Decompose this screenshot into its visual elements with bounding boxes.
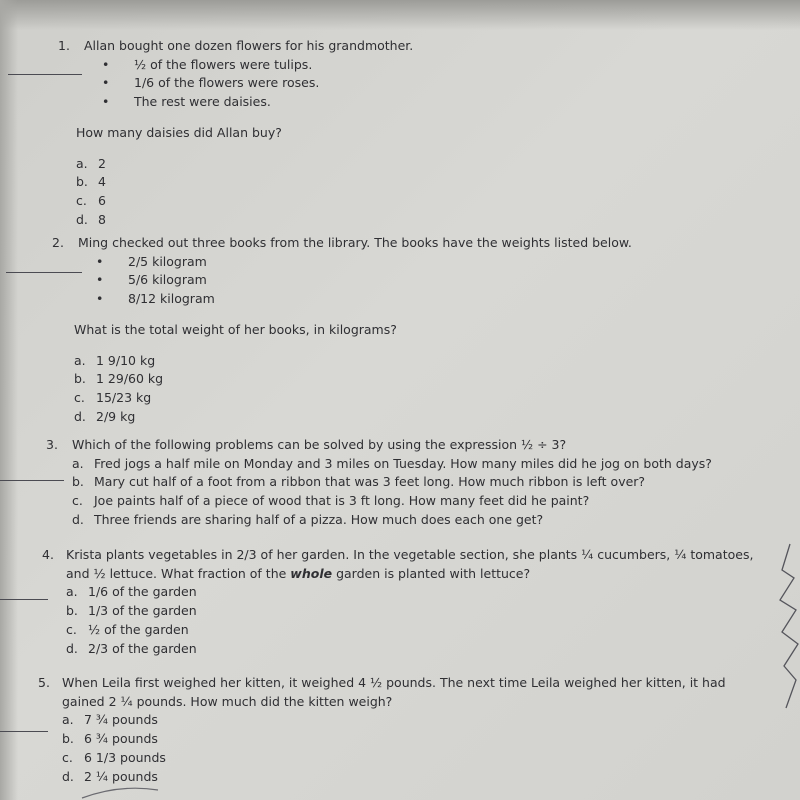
bullet-item: • ½ of the flowers were tulips. — [102, 56, 758, 75]
option-d[interactable]: d. 8 — [76, 211, 106, 227]
pencil-scribble-mark — [760, 540, 800, 710]
option-c[interactable]: c. 15/23 kg — [74, 389, 152, 405]
page-shadow-top — [0, 0, 800, 30]
bullet-list — [102, 56, 758, 112]
question-number: 3. — [46, 437, 58, 452]
option-c[interactable]: c. 6 — [76, 192, 106, 208]
bullet-item: • The rest were daisies. — [102, 93, 758, 112]
option-d[interactable]: d. 2/9 kg — [74, 408, 136, 424]
option-b[interactable]: b. Mary cut half of a foot from a ribbon that was 3 feet long. How much ribbon is left over? — [72, 474, 646, 490]
question-2 — [52, 234, 772, 426]
answer-options — [74, 352, 772, 427]
option-c[interactable]: c. Joe paints half of a piece of wood that is 3 ft long. How many feet did he paint? — [72, 493, 590, 509]
answer-blank-4[interactable] — [0, 599, 48, 600]
page-shadow-left — [0, 0, 18, 800]
question-text: When Leila first weighed her kitten, it weighed 4 ½ pounds. The next time Leila weighed her kitten, it had gained 2 ¼ pounds. How much did the kitten weigh? — [62, 675, 726, 709]
question-number: 4. — [42, 547, 54, 562]
bullet-item: • 2/5 kilogram — [96, 253, 772, 272]
emphasis-word: whole — [290, 565, 333, 581]
option-a[interactable]: a. Fred jogs a half mile on Monday and 3 miles on Tuesday. How many miles did he jog on both days? — [72, 455, 712, 471]
answer-options — [62, 711, 728, 786]
question-3 — [46, 436, 766, 530]
option-a[interactable]: a. 7 ¾ pounds — [62, 712, 158, 728]
answer-options — [72, 455, 766, 530]
bullet-item: • 8/12 kilogram — [96, 290, 772, 309]
question-text: Allan bought one dozen flowers for his grandmother. — [84, 38, 414, 53]
option-b[interactable]: b. 6 ¾ pounds — [62, 731, 158, 747]
option-b[interactable]: b. 4 — [76, 174, 106, 190]
question-number: 5. — [38, 675, 50, 690]
option-c[interactable]: c. ½ of the garden — [66, 621, 189, 637]
pencil-swoosh-mark — [80, 782, 200, 800]
option-a[interactable]: a. 1 9/10 kg — [74, 352, 156, 368]
option-a[interactable]: a. 1/6 of the garden — [66, 584, 197, 600]
answer-options — [66, 583, 772, 658]
option-d[interactable]: d. 2 ¼ pounds — [62, 768, 158, 784]
question-text: Krista plants vegetables in 2/3 of her garden. In the vegetable section, she plants ¼ cucumbers, ¼ tomatoes, and ½ lettuce. What fraction of the whole garden is planted with lettuce? — [66, 547, 754, 581]
question-number: 1. — [58, 38, 70, 53]
bullet-list — [96, 253, 772, 309]
question-number: 2. — [52, 235, 64, 250]
question-text: Which of the following problems can be solved by using the expression ½ ÷ 3? — [72, 437, 567, 452]
option-d[interactable]: d. 2/3 of the garden — [66, 640, 197, 656]
answer-options — [76, 155, 758, 230]
option-c[interactable]: c. 6 1/3 pounds — [62, 749, 166, 765]
question-5 — [38, 674, 728, 786]
question-prompt: What is the total weight of her books, in kilograms? — [74, 321, 397, 337]
question-prompt: How many daisies did Allan buy? — [76, 124, 282, 140]
option-b[interactable]: b. 1 29/60 kg — [74, 371, 164, 387]
question-1 — [58, 37, 758, 229]
option-b[interactable]: b. 1/3 of the garden — [66, 603, 197, 619]
question-text: Ming checked out three books from the library. The books have the weights listed below. — [78, 235, 632, 250]
option-d[interactable]: d. Three friends are sharing half of a pizza. How much does each one get? — [72, 511, 544, 527]
bullet-item: • 1/6 of the flowers were roses. — [102, 74, 758, 93]
question-4 — [42, 546, 772, 658]
bullet-item: • 5/6 kilogram — [96, 271, 772, 290]
option-a[interactable]: a. 2 — [76, 155, 106, 171]
